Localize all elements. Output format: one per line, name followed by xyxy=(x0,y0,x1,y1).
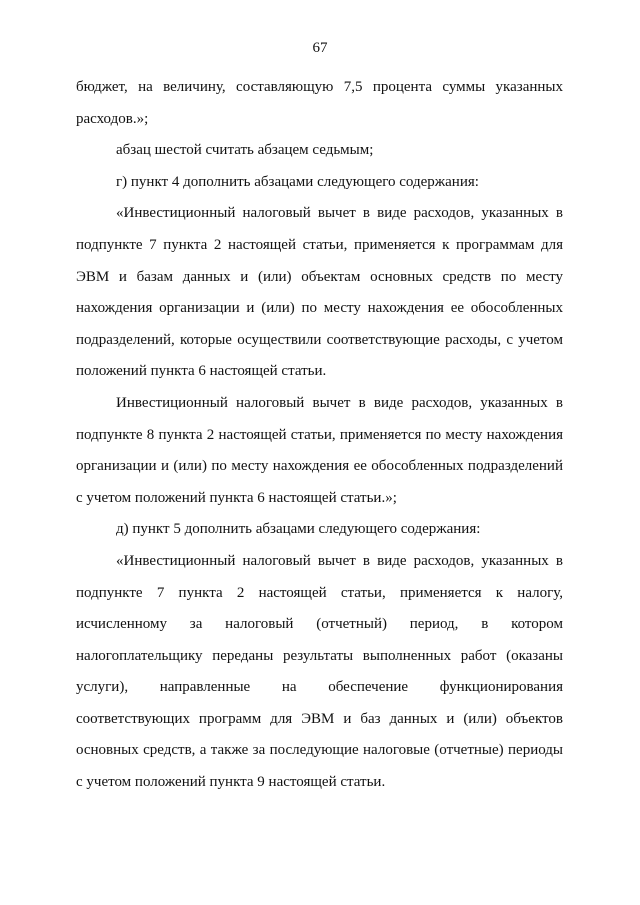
paragraph-punkt-g: г) пункт 4 дополнить абзацами следующего содержания: xyxy=(116,173,479,190)
paragraph-continuation: бюджет, на величину, составляющую 7,5 процента суммы указанных расходов.»; xyxy=(76,79,563,127)
paragraph-vychet-podpunkt-8: Инвестиционный налоговый вычет в виде расходов, указанных в подпункте 8 пункта 2 настоящей статьи, применяется по месту нахождения организации и (или) по месту нахождения ее обособленных подразделений с учетом положений пункта 6 настоящей статьи.»; xyxy=(76,394,563,506)
page-number: 67 xyxy=(312,40,328,56)
paragraph-vychet-podpunkt-7: «Инвестиционный налоговый вычет в виде расходов, указанных в подпункте 7 пункта 2 настоящей статьи, применяется к программам для ЭВМ и базам данных и (или) объектам основных средств по месту нахождения организации и (или) по месту нахождения ее обособленных подразделений, которые осуществили соответствующие расходы, с учетом положений пункта 6 настоящей статьи. xyxy=(76,205,563,380)
document-body xyxy=(76,72,563,799)
paragraph-vychet-nalog: «Инвестиционный налоговый вычет в виде расходов, указанных в подпункте 7 пункта 2 настоящей статьи, применяется к налогу, исчисленному за налоговый (отчетный) период, в котором налогоплательщику переданы результаты выполненных работ (оказаны услуги), направленные на обеспечение функционирования соответствующих программ для ЭВМ и баз данных и (или) объектов основных средств, а также за последующие налоговые (отчетные) периоды с учетом положений пункта 9 настоящей статьи. xyxy=(76,552,563,791)
paragraph-punkt-d: д) пункт 5 дополнить абзацами следующего содержания: xyxy=(116,521,481,538)
paragraph-abzac-shestoy: абзац шестой считать абзацем седьмым; xyxy=(116,142,374,159)
